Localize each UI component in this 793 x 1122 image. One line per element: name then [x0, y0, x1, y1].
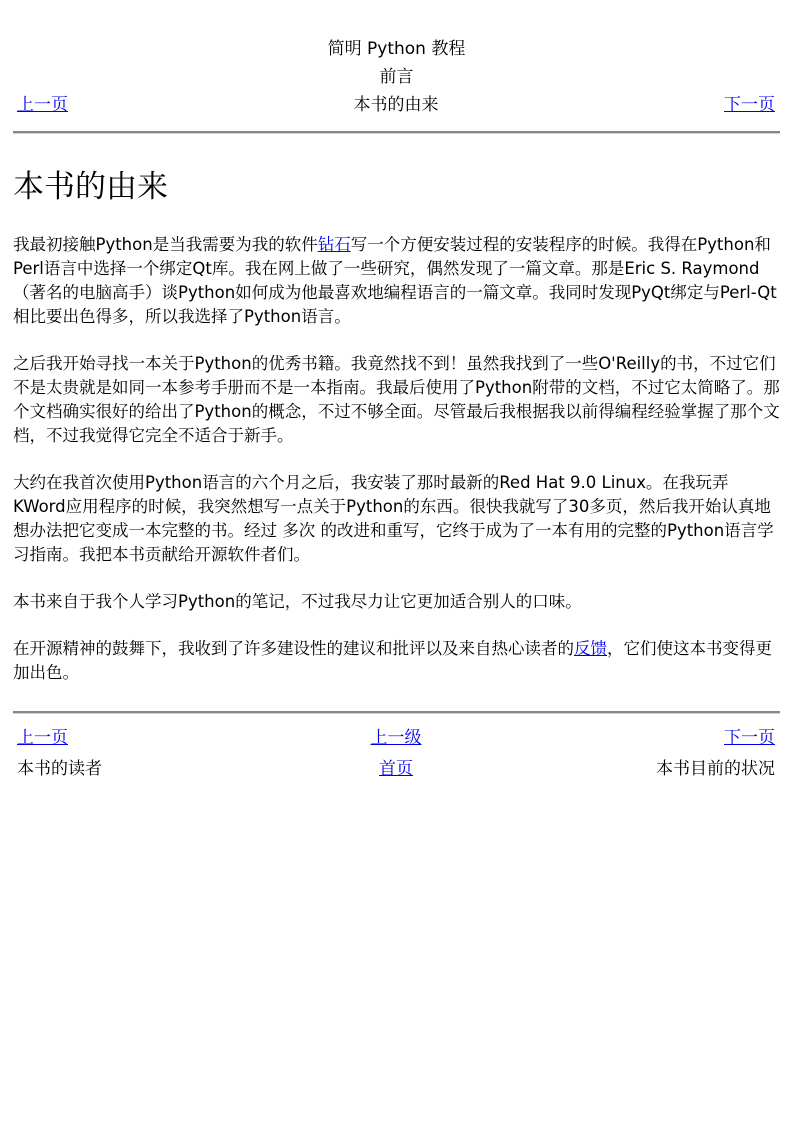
paragraph-4: 本书来自于我个人学习Python的笔记，不过我尽力让它更加适合别人的口味。 [13, 592, 582, 611]
header-nav [17, 94, 775, 118]
header-divider [13, 131, 780, 134]
header-next-link[interactable]: 下一页 [724, 95, 775, 115]
section-body [13, 233, 781, 708]
footer-nav-titles [17, 758, 775, 782]
paragraph-2: 之后我开始寻找一本关于Python的优秀书籍。我竟然找不到！虽然我找到了一些O'Reilly的书，不过它们不是太贵就是如同一本参考手册而不是一本指南。我最后使用了Python附带的文档，不过它太简略了。那个文档确实很好的给出了Python的概念，不过不够全面。尽管最后我根据我以前得编程经验掌握了那个文档，不过我觉得它完全不适合于新手。 [13, 354, 780, 445]
footer-divider [13, 711, 780, 714]
footer-nav-links [17, 727, 775, 751]
footer-up-link[interactable]: 上一级 [370, 728, 422, 748]
paragraph-5 [13, 637, 781, 685]
diamond-link[interactable]: 钻石 [317, 235, 351, 254]
feedback-link[interactable]: 反馈 [574, 639, 607, 658]
paragraph-5-text-after: ，它们使这本书变得更加出色。 [13, 639, 772, 682]
paragraph-1-text-before: 我最初接触Python是当我需要为我的软件 [13, 235, 318, 254]
section-title: 本书的由来 [13, 169, 168, 205]
paragraph-1-text-after: 写一个方便安装过程的安装程序的时候。我得在Python和Perl语言中选择一个绑定Qt库。我在网上做了一些研究，偶然发现了一篇文章。那是Eric S. Raymond（著名的电脑高手）谈Python如何成为他最喜欢地编程语言的一篇文章。我同时发现PyQt绑定与Perl-Qt相比要出色得多，所以我选择了Python语言。 [13, 235, 777, 326]
footer-next-title: 本书目前的状况 [656, 759, 775, 779]
footer-home-link[interactable]: 首页 [379, 759, 413, 779]
header-prev-link[interactable]: 上一页 [17, 95, 68, 115]
paragraph-3: 大约在我首次使用Python语言的六个月之后，我安装了那时最新的Red Hat 9.0 Linux。在我玩弄KWord应用程序的时候，我突然想写一点关于Python的东西。很快我就写了30多页，然后我开始认真地想办法把它变成一本完整的书。经过 多次 的改进和重写，它终于成为了一本有用的完整的Python语言学习指南。我把本书贡献给开源软件者们。 [13, 473, 774, 564]
part-title: 前言 [379, 67, 414, 87]
paragraph-5-text-before: 在开源精神的鼓舞下，我收到了许多建设性的建议和批评以及来自热心读者的 [13, 639, 574, 658]
header-current-title: 本书的由来 [353, 95, 439, 115]
book-title: 简明 Python 教程 [327, 39, 466, 59]
footer-next-link[interactable]: 下一页 [724, 728, 775, 748]
footer-prev-link[interactable]: 上一页 [17, 728, 68, 748]
paragraph-1 [13, 233, 781, 329]
footer-prev-title: 本书的读者 [17, 759, 102, 779]
